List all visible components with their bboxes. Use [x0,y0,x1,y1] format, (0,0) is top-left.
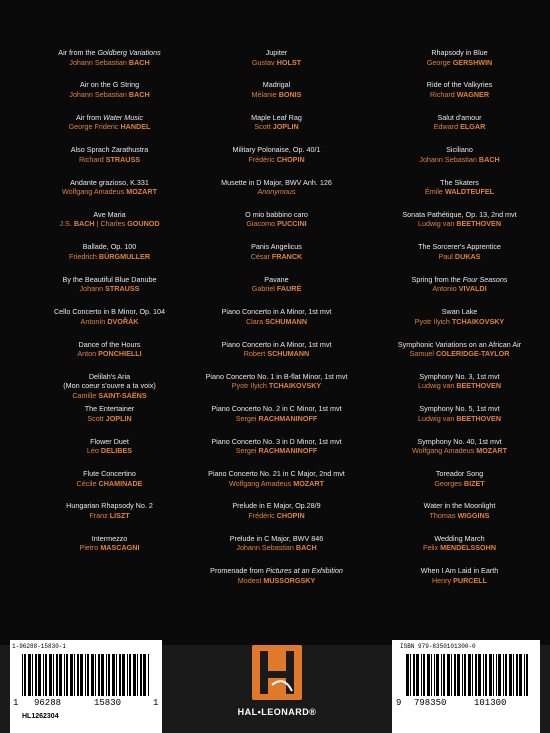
composer-name: Scott JOPLIN [254,122,299,132]
barcode-bar [70,654,73,696]
barcode-bar [28,654,31,696]
song-entry [368,202,550,234]
song-title: Delilah's Aria [88,371,131,381]
barcode-bar [87,654,89,696]
isbn-bars [406,654,530,696]
barcode-bar [524,654,525,696]
composer-name: Paul DUKAS [438,251,481,261]
song-entry [18,332,201,364]
barcode-bar [74,654,75,696]
hal-leonard-logo [232,645,322,725]
isbn-digit-left: 9 [396,698,402,708]
song-title: Ballade, Op. 100 [82,242,137,252]
song-title: Panis Angelicus [251,242,302,252]
barcode-bar [143,654,146,696]
composer-name: Edward ELGAR [433,122,486,132]
barcode-bar [516,654,518,696]
barcode-bar [22,654,23,696]
composer-name: Wolfgang Amadeus MOZART [412,446,507,456]
barcode-bar [85,654,86,696]
barcode-bar [66,654,68,696]
barcode-bar [127,654,128,696]
composer-name: Gustav HOLST [251,57,302,67]
composer-name: Léo DELIBES [86,446,133,456]
song-entry [18,493,201,525]
composer-name: Clara SCHUMANN [245,316,308,326]
composer-name: Giacomo PUCCINI [246,219,307,229]
barcode-bar [32,654,33,696]
composer-name: Robert SCHUMANN [243,349,310,359]
composer-name: Richard WAGNER [429,89,490,99]
barcode-bar [35,654,37,696]
song-title: Also Sprach Zarathustra [70,145,149,155]
barcode-bar [38,654,41,696]
composer-name: Pietro MASCAGNI [79,543,140,553]
song-entry [368,429,550,461]
composer-name: Johann Sebastian BACH [69,57,150,67]
barcode-bar [496,654,498,696]
song-title: Air from Water Music [76,112,143,122]
composer-name: Sergei RACHMANINOFF [235,413,318,423]
song-title: Intermezzo [91,533,128,543]
song-column-3 [368,40,550,591]
song-entry [368,558,550,590]
barcode-bar [454,654,456,696]
song-title: Wedding March [434,533,485,543]
barcode-bar [505,654,507,696]
barcode-bar [101,654,104,696]
song-title: The Entertainer [84,404,135,414]
hl-product-code: HL1262304 [22,713,59,720]
composer-name: Johann STRAUSS [79,284,140,294]
barcode-bar [148,654,149,696]
song-entry [368,461,550,493]
song-title: Salut d'amour [437,112,482,122]
song-entry [185,364,368,396]
barcode-bar [468,654,471,696]
barcode-bar [498,654,501,696]
song-entry [18,137,201,169]
song-entry [368,72,550,104]
song-entry [185,332,368,364]
barcode-bar [443,654,445,696]
song-title: Symphony No. 3, 1st mvt [419,371,500,381]
barcode-bar [45,654,47,696]
song-entry [368,299,550,331]
upc-digits-1: 96288 [34,698,62,708]
composer-name: Modest MUSSORGSKY [237,575,316,585]
composer-name: Anonymous [257,187,296,197]
upc-digits-2: 15830 [94,698,122,708]
song-entry [185,105,368,137]
song-title: Toreador Song [435,469,484,479]
composer-name: Antonio VIVALDI [432,284,487,294]
song-entry [185,396,368,428]
song-title: Military Polonaise, Op. 40/1 [232,145,321,155]
song-subtitle: (Mon coeur s'ouvre a ta voix) [63,381,156,391]
isbn-digits-1: 798350 [414,698,447,708]
barcode-bar [53,654,54,696]
song-title: Prelude in C Major, BWV 846 [229,533,324,543]
song-entry [368,137,550,169]
song-title: Musette in D Major, BWV Anh. 126 [221,177,332,187]
composer-name: Thomas WIGGINS [429,510,490,520]
song-title: Flower Duet [90,436,129,446]
composer-name: Mélanie BONIS [251,89,302,99]
song-entry [368,364,550,396]
song-title: Piano Concerto No. 1 in B-flat Minor, 1st mvt [205,371,348,381]
barcode-bar [451,654,452,696]
barcode-bar [416,654,419,696]
barcode-bar [519,654,522,696]
composer-name: Émile WALDTEUFEL [424,187,495,197]
song-entry [18,526,201,558]
song-entry [185,493,368,525]
song-title: Piano Concerto No. 3 in D Minor, 1st mvt [211,436,342,446]
song-entry [185,72,368,104]
barcode-bar [56,654,58,696]
composer-name: Scott JOPLIN [87,413,132,423]
song-entry [185,429,368,461]
barcode-bar [133,654,136,696]
song-title: Piano Concerto in A Minor, 1st mvt [221,339,332,349]
song-entry [368,40,550,72]
song-title: Dance of the Hours [78,339,141,349]
barcode-bar [462,654,463,696]
song-title: Symphonic Variations on an African Air [397,339,522,349]
song-title: By the Beautiful Blue Danube [62,274,157,284]
song-title: Air on the G String [79,80,140,90]
barcode-bar [413,654,415,696]
composer-name: Friedrich BÜRGMULLER [68,251,151,261]
composer-name: Johann Sebastian BACH [236,543,317,553]
song-title: Pavane [264,274,289,284]
composer-name: Richard STRAUSS [78,154,141,164]
song-title: Jupiter [265,48,288,57]
song-title: Piano Concerto in A Minor, 1st mvt [221,307,332,317]
barcode-bar [108,654,110,696]
song-title: Andante grazioso, K.331 [70,177,149,187]
barcode-bar [421,654,422,696]
upc-digit-left: 1 [13,698,19,708]
song-entry [185,299,368,331]
barcode-bar [472,654,473,696]
upc-top-text: 1-96288-15830-1 [12,643,67,650]
composer-name: Antonín DVOŘÁK [80,316,139,326]
composer-name: Camille SAINT-SAËNS [72,390,147,400]
composer-name: Pyotr Ilyich TCHAIKOVSKY [231,381,322,391]
barcode-bar [77,654,79,696]
barcode-bar [137,654,138,696]
song-entry [185,267,368,299]
song-entry [185,170,368,202]
barcode-bar [485,654,487,696]
composer-name: Sergei RACHMANINOFF [235,446,318,456]
song-title: When I Am Laid in Earth [420,566,499,576]
composer-name: Johann Sebastian BACH [69,89,150,99]
composer-name: Henry PURCELL [431,575,488,585]
barcode-bar [59,654,62,696]
barcode-bar [119,654,121,696]
barcode-bar [434,654,436,696]
song-entry [185,202,368,234]
song-entry [368,396,550,428]
composer-name: Frédéric CHOPIN [248,154,305,164]
song-entry [368,170,550,202]
barcode-bar [441,654,442,696]
barcode-bar [24,654,26,696]
barcode-bar [140,654,142,696]
song-entry [18,429,201,461]
song-column-2 [185,40,368,591]
composer-name: Georges BIZET [434,478,485,488]
isbn-digits-2: 101300 [474,698,507,708]
barcode-bar [112,654,115,696]
barcode-bar [410,654,411,696]
song-entry [368,267,550,299]
song-title: The Skaters [440,177,479,187]
barcode-bar [427,654,430,696]
song-title: Air from the Goldberg Variations [58,48,161,57]
composer-name: Pyotr Ilyich TCHAIKOVSKY [414,316,505,326]
composer-name: Wolfgang Amadeus MOZART [229,478,324,488]
song-title: Spring from the Four Seasons [411,274,508,284]
barcode-bar [489,654,492,696]
barcode-bar [436,654,439,696]
composer-name: Frédéric CHOPIN [248,510,305,520]
upc-bars [22,654,150,696]
barcode-bar [475,654,477,696]
song-title: Piano Concerto No. 2 in C Minor, 1st mvt [211,404,342,414]
song-title: Flute Concertino [83,469,136,479]
song-entry [18,72,201,104]
composer-name: Cécile CHAMINADE [76,478,143,488]
composer-name: César FRANCK [250,251,303,261]
composer-name: Johann Sebastian BACH [419,154,500,164]
song-title: Madrigal [262,80,291,90]
logo-mark [252,645,302,700]
song-entry [368,493,550,525]
composer-name: Wolfgang Amadeus MOZART [62,187,157,197]
barcode-bar [447,654,450,696]
composer-name: George GERSHWIN [426,57,493,67]
song-entry [18,234,201,266]
composer-name: Anton PONCHIELLI [77,349,142,359]
song-entry [368,526,550,558]
publisher-name: HAL•LEONARD® [237,707,317,717]
barcode-bar [64,654,65,696]
song-title: Maple Leaf Rag [251,112,302,122]
song-title: Prelude in E Major, Op.28/9 [232,501,321,511]
barcode-bar [513,654,514,696]
song-entry [368,105,550,137]
song-title: Ride of the Valkyries [426,80,493,90]
song-entry [18,170,201,202]
song-entry [185,234,368,266]
song-entry [18,40,201,72]
barcode-bar [464,654,466,696]
song-entry [18,299,201,331]
composer-name: Ludwig van BEETHOVEN [417,413,502,423]
barcode-bar [122,654,125,696]
barcode-bar [116,654,117,696]
barcode-bar [509,654,512,696]
barcode-bar [80,654,83,696]
upc-digit-right: 1 [153,698,159,708]
composer-name: Ludwig van BEETHOVEN [417,381,502,391]
composer-name: George Frideric HANDEL [68,122,151,132]
composer-name: Felix MENDELSSOHN [422,543,497,553]
song-entry [185,461,368,493]
composer-name: Gabriel FAURÉ [251,284,302,294]
isbn-top-text: ISBN 979-8350101300-0 [400,643,476,650]
barcode-bar [503,654,504,696]
composer-name: Samuel COLERIDGE-TAYLOR [409,349,510,359]
barcode-bar [423,654,425,696]
song-entry [185,526,368,558]
barcode-bar [98,654,100,696]
song-list [0,40,550,610]
song-column-1 [18,40,201,558]
composer-name: J.S. BACH | Charles GOUNOD [59,219,160,229]
song-entry [18,461,201,493]
song-entry [18,105,201,137]
barcode-bar [478,654,481,696]
barcode-bar [49,654,52,696]
barcode-bar [95,654,96,696]
barcode-bar [129,654,131,696]
song-entry [368,332,550,364]
song-entry [18,267,201,299]
song-title: Rhapsody in Blue [431,48,488,57]
song-title: The Sorcerer's Apprentice [418,242,501,252]
barcode-bar [483,654,484,696]
song-title: Water in the Moonlight [423,501,496,511]
song-title: Siciliano [446,145,473,155]
song-entry [18,202,201,234]
song-title: Symphony No. 40, 1st mvt [417,436,502,446]
song-entry [368,234,550,266]
barcode-bar [106,654,107,696]
song-title: Ave Maria [93,209,126,219]
song-entry [18,396,201,428]
isbn-barcode [392,640,540,733]
barcode-bar [431,654,432,696]
song-title: O mio babbino caro [245,209,308,219]
barcode-bar [91,654,94,696]
barcode-bar [406,654,409,696]
song-title: Promenade from Pictures at an Exhibition [210,566,343,576]
song-title: Piano Concerto No. 21 in C Major, 2nd mvt [208,469,345,479]
song-entry [18,364,201,400]
barcode-bar [526,654,528,696]
song-entry [185,558,368,590]
barcode-bar [493,654,494,696]
song-entry [185,137,368,169]
composer-name: Ludwig van BEETHOVEN [417,219,502,229]
barcode-bar [43,654,44,696]
song-title: Cello Concerto in B Minor, Op. 104 [53,307,166,317]
song-title: Symphony No. 5, 1st mvt [419,404,500,414]
song-title: Sonata Pathétique, Op. 13, 2nd mvt [402,209,517,219]
song-title: Swan Lake [441,307,478,317]
composer-name: Franz LISZT [89,510,130,520]
song-entry [185,40,368,72]
song-title: Hungarian Rhapsody No. 2 [66,501,153,511]
barcode-bar [457,654,460,696]
